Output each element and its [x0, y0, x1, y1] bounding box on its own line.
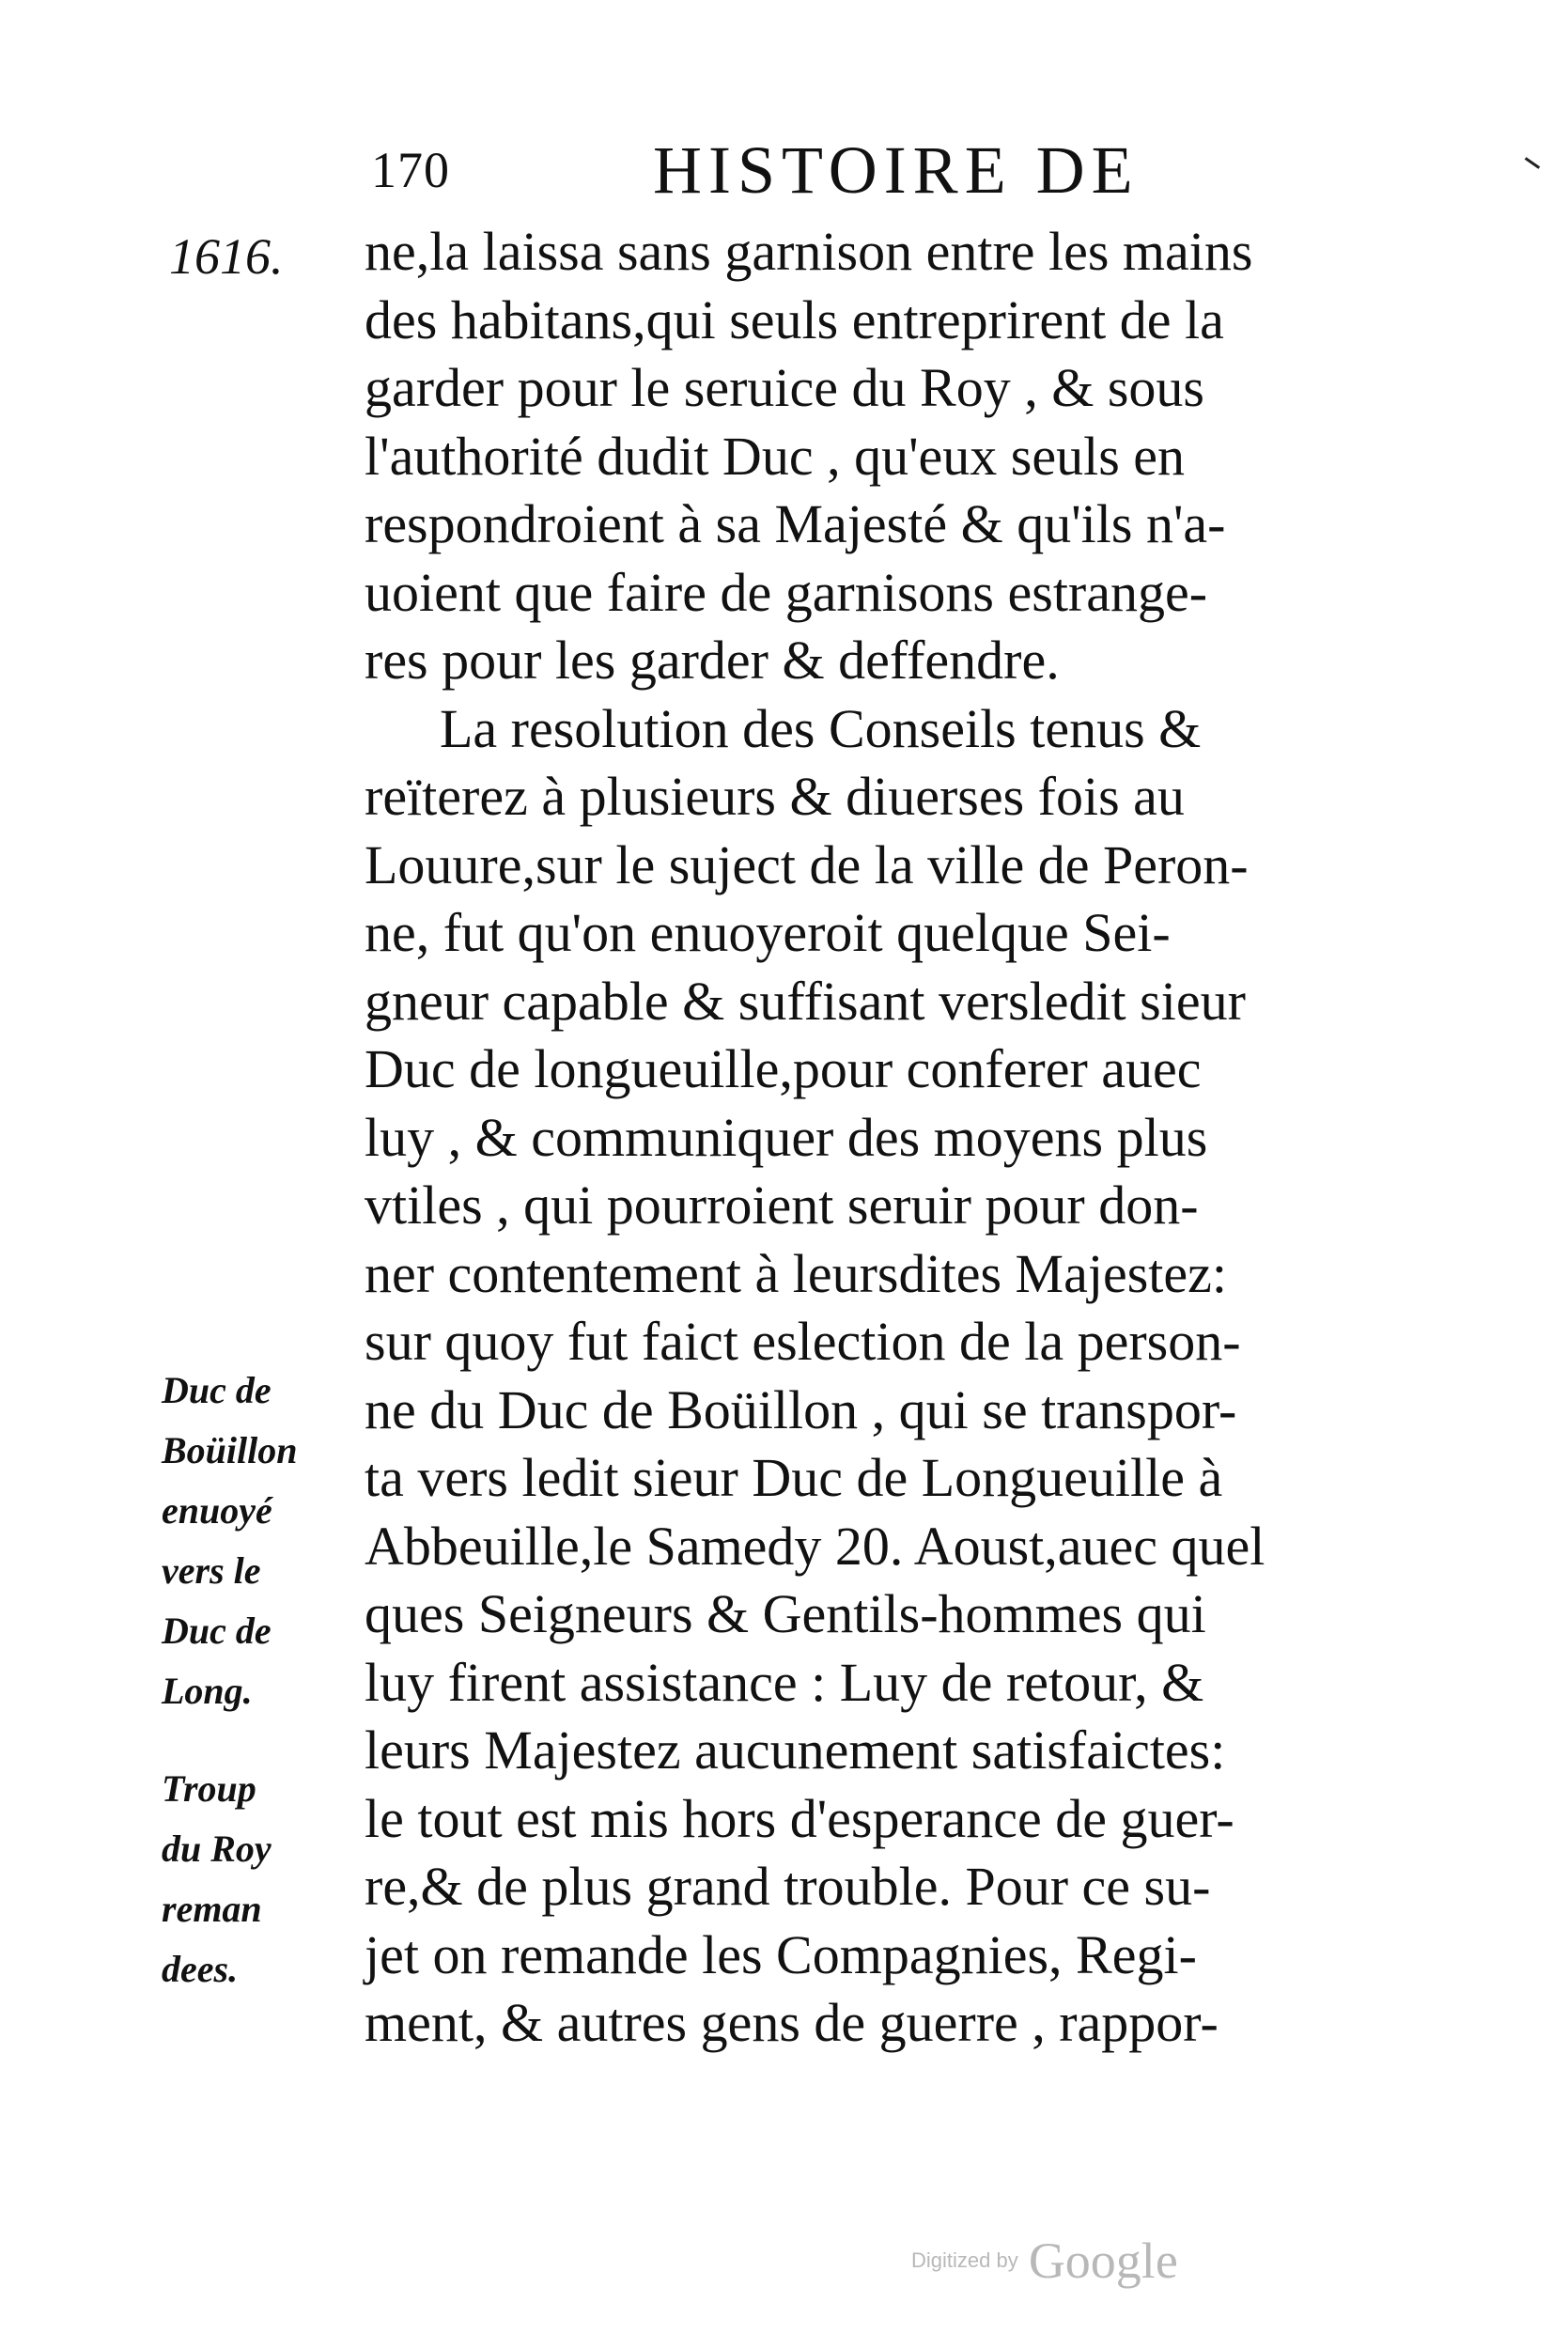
margin-note-line: reman — [162, 1888, 262, 1930]
margin-note-line: Duc de — [162, 1610, 272, 1652]
text-line: respondroient à sa Majesté & qu'ils n'a- — [365, 493, 1226, 554]
text-line: vtiles , qui pourroient seruir pour don- — [365, 1174, 1199, 1236]
text-line: re,& de plus grand trouble. Pour ce su- — [365, 1856, 1211, 1917]
stray-ink-mark — [1525, 157, 1540, 169]
text-line: uoient que faire de garnisons estrange- — [365, 561, 1208, 623]
margin-note-line: Boüillon — [162, 1429, 298, 1471]
paragraph-start-line: La resolution des Conseils tenus & — [440, 697, 1202, 759]
digitized-by-watermark — [911, 2232, 1178, 2290]
margin-note-line: enuoyé — [162, 1489, 272, 1532]
margin-note-duc-de-bouillon — [162, 1361, 331, 1721]
text-line: leurs Majestez aucunement satisfaictes: — [365, 1719, 1226, 1781]
running-title: HISTOIRE DE — [653, 132, 1140, 208]
margin-note-troupes-du-roy — [162, 1759, 331, 1999]
text-line: jet on remande les Compagnies, Regi- — [365, 1923, 1197, 1985]
text-line: ta vers ledit sieur Duc de Longueuille à — [365, 1447, 1223, 1508]
text-line: ner contentement à leursdites Majestez: — [365, 1242, 1227, 1304]
text-line: des habitans,qui seuls entreprirent de la — [365, 288, 1224, 350]
text-line: ne, fut qu'on enuoyeroit quelque Sei- — [365, 902, 1171, 963]
text-line: ment, & autres gens de guerre , rappor- — [365, 1992, 1219, 2053]
page-number: 170 — [371, 142, 450, 198]
margin-note-line: vers le — [162, 1549, 261, 1592]
text-line: gneur capable & suffisant versledit sieur — [365, 970, 1246, 1032]
margin-note-line: du Roy — [162, 1828, 272, 1870]
text-line: ne,la laissa sans garnison entre les mains — [365, 221, 1253, 282]
text-line: luy , & communiquer des moyens plus — [365, 1106, 1208, 1168]
text-line: ne du Duc de Boüillon , qui se transpor- — [365, 1378, 1237, 1440]
margin-note-line: Troup — [162, 1767, 256, 1810]
margin-note-line: Duc de — [162, 1369, 272, 1411]
text-line: Duc de longueuille,pour conferer auec — [365, 1038, 1202, 1099]
text-line: Abbeuille,le Samedy 20. Aoust,auec quel — [365, 1515, 1265, 1577]
margin-note-line: dees. — [162, 1948, 239, 1990]
margin-year: 1616. — [169, 228, 284, 285]
body-text — [365, 218, 1436, 2058]
text-line: sur quoy fut faict eslection de la person- — [365, 1311, 1241, 1372]
text-line: ques Seigneurs & Gentils-hommes qui — [365, 1583, 1206, 1644]
google-logo-text: Google — [1028, 2232, 1178, 2289]
text-line: l'authorité dudit Duc , qu'eux seuls en — [365, 425, 1186, 487]
page-header — [371, 132, 1245, 216]
text-line: Louure,sur le suject de la ville de Peron- — [365, 833, 1249, 895]
digitized-by-label: Digitized by — [911, 2248, 1018, 2272]
text-line: reïterez à plusieurs & diuerses fois au — [365, 766, 1185, 827]
text-line: res pour les garder & deffendre. — [365, 630, 1060, 691]
text-line: le tout est mis hors d'esperance de guer- — [365, 1787, 1234, 1849]
text-line: garder pour le seruice du Roy , & sous — [365, 357, 1204, 418]
margin-note-line: Long. — [162, 1670, 253, 1712]
text-line: luy firent assistance : Luy de retour, & — [365, 1651, 1204, 1713]
